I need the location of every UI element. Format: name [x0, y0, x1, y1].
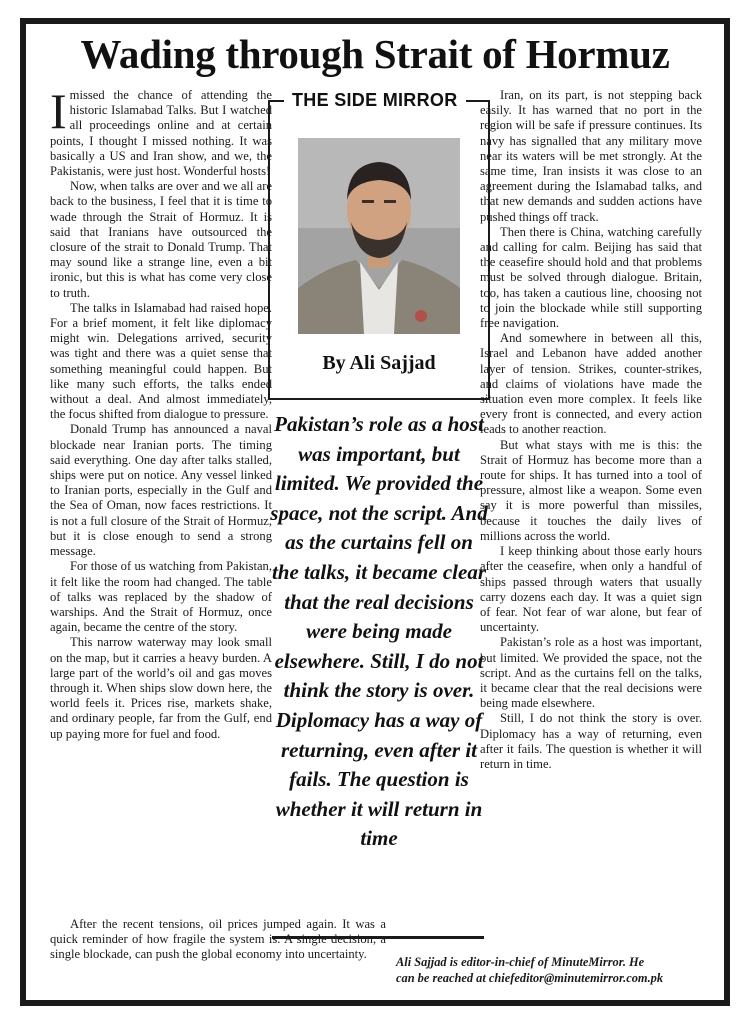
paragraph: Pakistan’s role as a host was important, but limited. We provided the space, not the script. And as the curtains fell on the talks, it became clear that the real decisions were being made elsewhere. [480, 635, 702, 711]
article-frame [20, 18, 730, 1006]
paragraph: Then there is China, watching carefully and calling for calm. Beijing has said that the ceasefire should hold and that problems must be solved through dialogue. Britain, too, has taken a cautious line, choosing not to join the blockade while still supporting free navigation. [480, 224, 702, 331]
paragraph: Iran, on its part, is not stepping back easily. It has warned that no port in the region will be safe if pressure continues. Its navy has signalled that any military move near its waters will be met strongly. At the same time, Iran insists it was close to an agreement during the Islamabad talks, and that new demands and sudden actions have pushed things off track. [480, 88, 702, 224]
byline: By Ali Sajjad [322, 352, 436, 374]
credit-line: can be reached at chiefeditor@minutemirror.com.pk [396, 971, 664, 985]
article-tail-paragraph [50, 917, 386, 963]
paragraph: Now, when talks are over and we all are back to the business, I feel that it is time to wade through the Strait of Hormuz. It is said that Iranians have outsourced the closure of the strait to Donald Trump. That may sound like a strange line, even a bit ironic, but this is what has come very close to truth. [50, 179, 272, 300]
author-photo [298, 138, 460, 334]
paragraph: For those of us watching from Pakistan, it felt like the room had changed. The table of talks was replaced by the shadow of warships. And the Strait of Hormuz, once again, became the centre of the story. [50, 559, 272, 635]
paragraph: Donald Trump has announced a naval blockade near Iranian ports. The timing said everything. One day after talks stalled, ships were put on notice. Any vessel linked to Iranian ports, especially in the Gulf and the Sea of Oman, now faces restrictions. It is not a full closure of the Strait of Hormuz, but it is close enough to send a strong message. [50, 422, 272, 559]
drop-cap: I [50, 83, 67, 139]
paragraph: After the recent tensions, oil prices jumped again. It was a quick reminder of how fragile the system is. A single decision, a single blockade, can push the global economy into uncertainty. [50, 917, 386, 962]
pull-quote-divider [272, 936, 484, 939]
paragraph: This narrow waterway may look small on the map, but it carries a heavy burden. A large part of the world’s oil and gas moves through it. When ships slow down here, the world feels it. Prices rise, markets shake, and ordinary people, far from the Gulf, end up paying more for fuel and food. [50, 635, 272, 741]
author-credit [396, 954, 706, 986]
article-column-left [50, 83, 272, 742]
paragraph: Still, I do not think the story is over. Diplomacy has a way of returning, even after it fails. The question is whether it will return in time. [480, 711, 702, 771]
author-portrait-image [298, 138, 460, 334]
article-column-right [480, 88, 702, 772]
paragraph: And somewhere in between all this, Israel and Lebanon have added another layer of tension. Strikes, counter-strikes, and claims of violations have made the situation even more complex. It feels like every front is connected, and every action leads to another reaction. [480, 331, 702, 437]
paragraph: But what stays with me is this: the Strait of Hormuz has become more than a route for ships. It has turned into a tool of pressure, almost like a weapon. Some even say it is more powerful than missiles, because it touches the daily lives of millions across the world. [480, 437, 702, 543]
paragraph: I keep thinking about those early hours after the ceasefire, when only a handful of ships passed through waters that usually carry dozens each day. It was a quiet sign of fear. Not fear of war alone, but fear of uncertainty. [480, 544, 702, 635]
columnist-box [268, 90, 490, 400]
paragraph: The talks in Islamabad had raised hope. For a brief moment, it felt like diplomacy might win. Delegations arrived, security was tight and there was a quiet sense that something meaningful could happen. But like many such efforts, the talks ended without a deal. And almost immediately, the focus shifted from dialogue to pressure. [50, 300, 272, 422]
headline: Wading through Strait of Hormuz [80, 31, 670, 77]
pull-quote: Pakistan’s role as a host was important, but limited. We provided the space, not the script. And as the curtains fell on the talks, it became clear that the real decisions were being made elsewhere. Still, I do not think the story is over. Diplomacy has a way of returning, even after it fails. The question is whether it will return in time [270, 412, 488, 851]
paragraph: I missed the chance of attending the historic Islamabad Talks. But I watched all proceedings online and at certain points, I thought I missed nothing. It was basically a US and Iran show, and we, the Pakistanis, were just host. Wonderful hosts! [50, 83, 272, 179]
credit-line: Ali Sajjad is editor-in-chief of MinuteMirror. He [396, 955, 645, 969]
section-label: THE SIDE MIRROR [284, 88, 466, 112]
